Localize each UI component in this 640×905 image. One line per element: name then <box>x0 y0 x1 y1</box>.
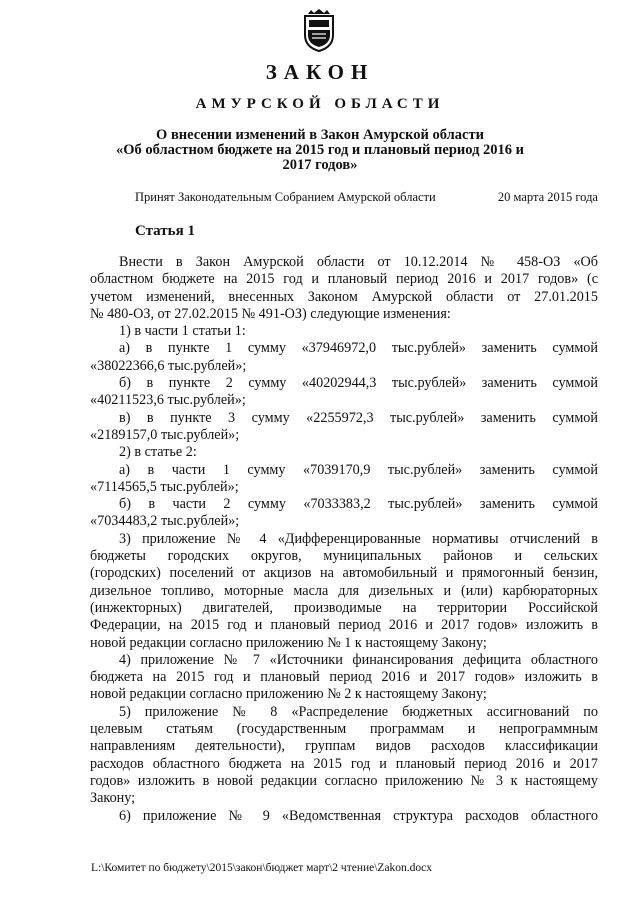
coat-of-arms-icon <box>301 8 337 52</box>
body-line: бюджеты городских округов, муниципальных районов и сельских <box>90 548 598 565</box>
region-name: АМУРСКОЙ ОБЛАСТИ <box>195 96 445 112</box>
subject-line: 2017 годов» <box>282 157 358 173</box>
article-heading: Статья 1 <box>135 223 195 239</box>
body-line: № 480-ОЗ, от 27.02.2015 № 491-ОЗ) следующие изменения: <box>90 305 451 322</box>
body-line: областном бюджете на 2015 год и плановый период 2016 и 2017 годов» (с <box>90 271 598 288</box>
body-line: новой редакции согласно приложению № 1 к настоящему Закону; <box>90 634 487 651</box>
body-line: целевым статьям (государственным программам и непрограммным <box>90 721 598 738</box>
body-line: «2189157,0 тыс.рублей»; <box>90 426 240 443</box>
body-line: бюджета на 2015 год и плановый период 2016 и 2017 годов» изложить в <box>90 669 598 686</box>
body-line: Закону; <box>90 790 136 807</box>
body-line: 5) приложение № 8 «Распределение бюджетных ассигнований по <box>119 703 598 720</box>
body-line: Федерации, на 2015 год и плановый период 2016 и 2017 годов» изложить в <box>90 617 598 634</box>
body-line: «40211523,6 тыс.рублей»; <box>90 392 246 409</box>
body-line: дизельное топливо, моторные масла для дизельных и (или) карбюраторных <box>90 582 598 599</box>
body-line: а) в части 1 сумму «7039170,9 тыс.рублей» заменить суммой <box>119 461 598 478</box>
adopted-by: Принят Законодательным Собранием Амурской области <box>135 190 436 204</box>
article-body <box>90 254 598 825</box>
body-line: «38022366,6 тыс.рублей»; <box>90 357 247 374</box>
body-line: б) в пункте 2 сумму «40202944,3 тыс.рублей» заменить суммой <box>119 375 598 392</box>
body-line: б) в части 2 сумму «7033383,2 тыс.рублей» заменить суммой <box>119 496 598 513</box>
body-line: «7034483,2 тыс.рублей»; <box>90 513 240 530</box>
body-line: 3) приложение № 4 «Дифференцированные нормативы отчислений в <box>119 530 598 547</box>
body-line: «7114565,5 тыс.рублей»; <box>90 478 239 495</box>
body-line: 1) в части 1 статьи 1: <box>119 323 246 340</box>
body-line: а) в пункте 1 сумму «37946972,0 тыс.рублей» заменить суммой <box>119 340 598 357</box>
adopted-date: 20 марта 2015 года <box>497 190 598 204</box>
body-line: годов» изложить в новой редакции согласно приложению № 3 к настоящему <box>90 772 598 789</box>
body-line: расходов областного бюджета на 2015 год и плановый период 2016 и 2017 <box>90 755 598 772</box>
adoption-line <box>135 190 598 205</box>
subject-line: «Об областном бюджете на 2015 год и плановый период 2016 и <box>115 142 525 158</box>
body-line: направлениям деятельности), группам видов расходов классификации <box>90 738 598 755</box>
body-line: (городских) поселений от акцизов на автомобильный и прямогонный бензин, <box>90 565 598 582</box>
body-line: 4) приложение № 7 «Источники финансирования дефицита областного <box>119 651 598 668</box>
subject-line: О внесении изменений в Закон Амурской области <box>156 127 484 143</box>
body-line: 2) в статье 2: <box>119 444 197 461</box>
body-line: новой редакции согласно приложению № 2 к настоящему Закону; <box>90 686 487 703</box>
file-path-footer: L:\Комитет по бюджету\2015\закон\бюджет март\2 чтение\Zakon.docx <box>91 862 433 874</box>
document-title: ЗАКОН <box>265 60 375 84</box>
body-line: Внести в Закон Амурской области от 10.12.2014 № 458-ОЗ «Об <box>119 254 598 270</box>
body-line: учетом изменений, внесенных Законом Амурской области от 27.01.2015 <box>90 288 598 305</box>
body-line: 6) приложение № 9 «Ведомственная структура расходов областного <box>119 807 598 824</box>
body-line: (инжекторных) двигателей, производимые на территории Российской <box>90 599 598 616</box>
law-subject <box>100 128 540 173</box>
body-line: в) в пункте 3 сумму «2255972,3 тыс.рублей» заменить суммой <box>119 409 598 426</box>
